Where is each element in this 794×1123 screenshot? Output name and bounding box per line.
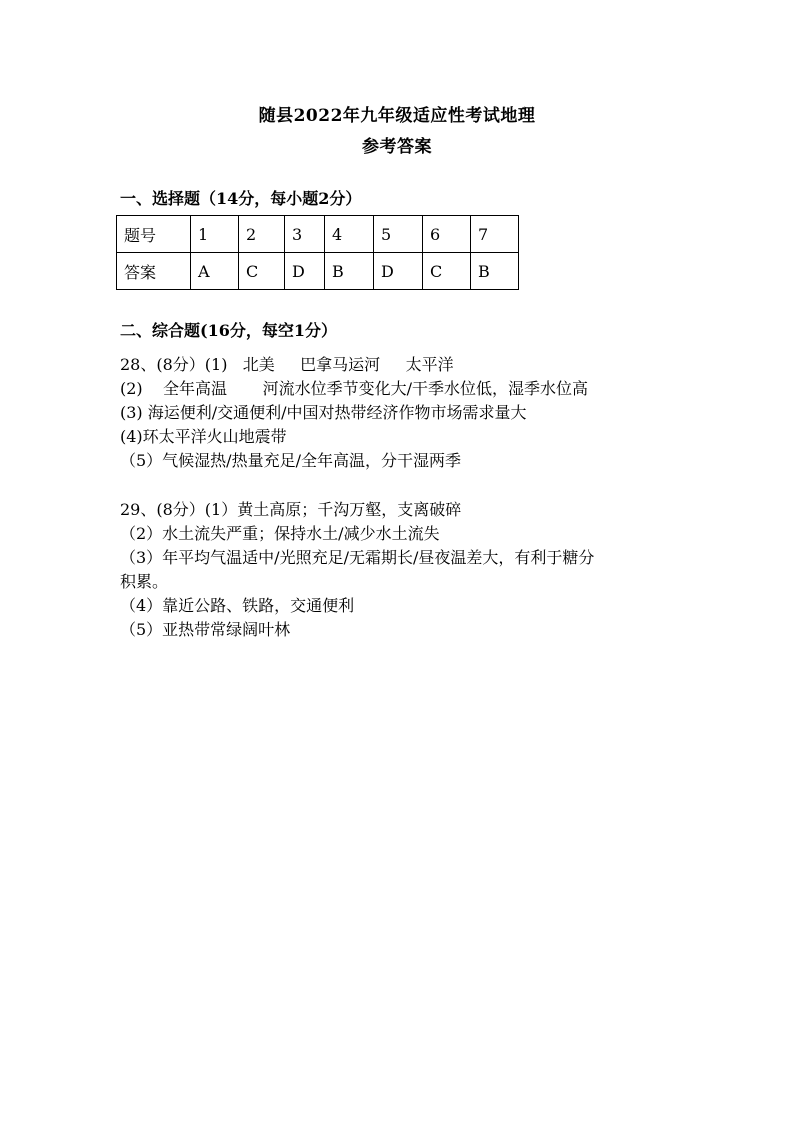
question-number-cell: 4 — [325, 216, 374, 253]
choice-answer-table — [116, 215, 519, 290]
answer-cell: C — [239, 253, 285, 290]
answer-cell: D — [374, 253, 423, 290]
answer-cell: B — [325, 253, 374, 290]
answer-cell: C — [423, 253, 471, 290]
answer-line-29-1: 29、(8分）(1）黄土高原；千沟万壑，支离破碎 — [120, 500, 462, 519]
answer-line-29-2: （2）水土流失严重；保持水土/减少水土流失 — [120, 524, 440, 543]
answer-line-29-4: （4）靠近公路、铁路，交通便利 — [120, 596, 355, 615]
table-row-answers — [117, 253, 519, 290]
answer-cell: B — [471, 253, 519, 290]
answer-line-28-5: （5）气候湿热/热量充足/全年高温，分干湿两季 — [120, 451, 461, 470]
question-number-cell: 1 — [191, 216, 239, 253]
section-choice-heading: 一、选择题（14分，每小题2分） — [120, 189, 362, 208]
answer-line-28-2: (2) 全年高温 河流水位季节变化大/干季水位低，湿季水位高 — [120, 379, 589, 398]
question-number-cell: 5 — [374, 216, 423, 253]
answer-line-29-5: （5）亚热带常绿阔叶林 — [120, 620, 291, 639]
answer-line-28-4: (4)环太平洋火山地震带 — [120, 427, 287, 446]
document-subtitle: 参考答案 — [362, 137, 432, 157]
row-label-answer: 答案 — [117, 253, 191, 290]
question-number-cell: 6 — [423, 216, 471, 253]
answer-line-29-3-cont: 积累。 — [120, 572, 169, 591]
question-number-cell: 7 — [471, 216, 519, 253]
answer-line-28-3: (3) 海运便利/交通便利/中国对热带经济作物市场需求量大 — [120, 403, 527, 422]
question-number-cell: 3 — [285, 216, 325, 253]
row-label-number: 题号 — [117, 216, 191, 253]
question-number-cell: 2 — [239, 216, 285, 253]
answer-line-28-1: 28、(8分）(1) 北美 巴拿马运河 太平洋 — [120, 355, 454, 374]
answer-cell: D — [285, 253, 325, 290]
section-comprehensive-heading: 二、综合题(16分，每空1分） — [120, 321, 337, 340]
document-title: 随县2022年九年级适应性考试地理 — [258, 106, 536, 126]
answer-cell: A — [191, 253, 239, 290]
table-row-numbers — [117, 216, 519, 253]
answer-line-29-3: （3）年平均气温适中/光照充足/无霜期长/昼夜温差大，有利于糖分 — [120, 548, 595, 567]
